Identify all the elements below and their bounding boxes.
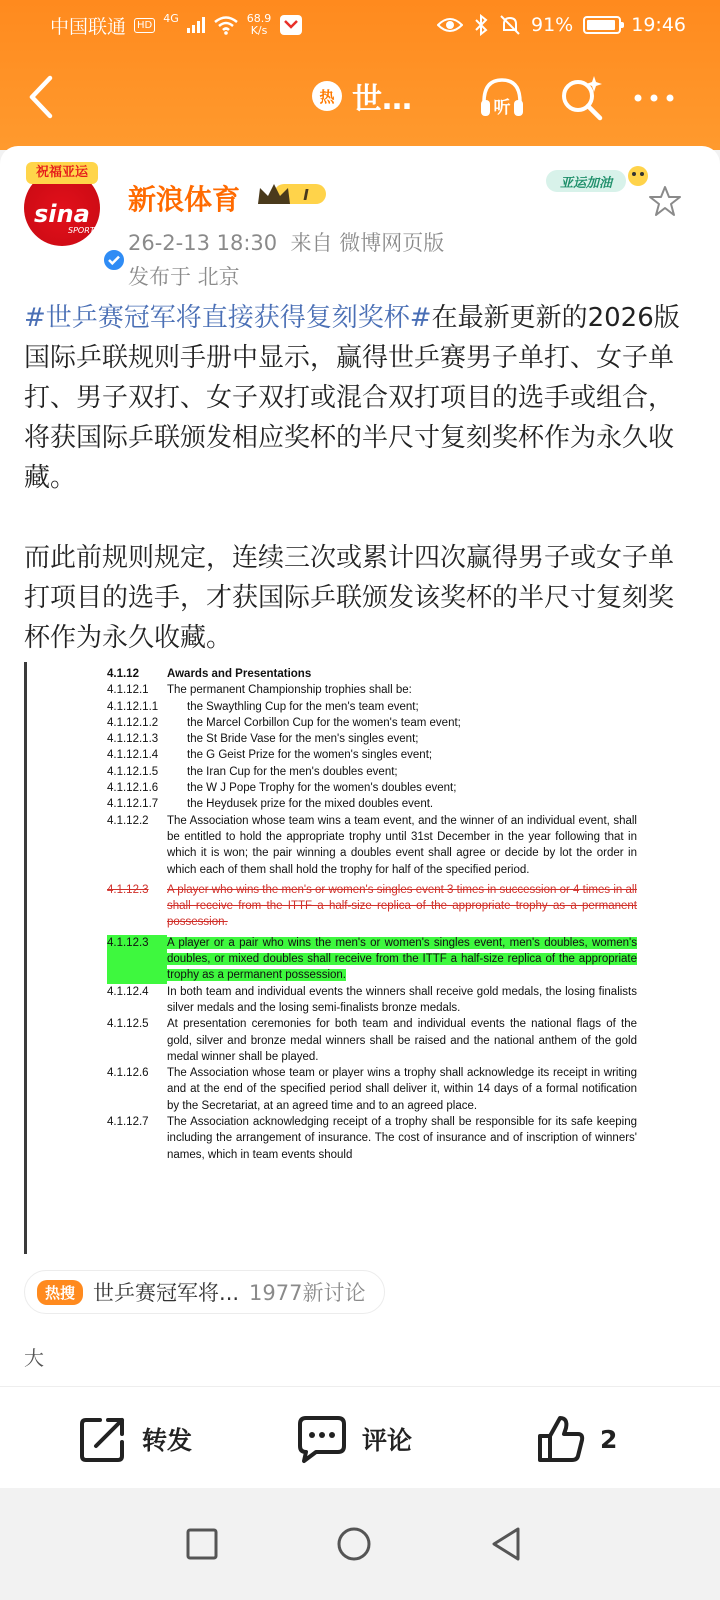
search-icon[interactable]	[556, 72, 608, 124]
doc-rule: 4.1.12.1 The permanent Championship trophies shall be:	[107, 684, 412, 697]
doc-rule: 4.1.12.6 The Association whose team or player wins a trophy shall acknowledge its receipt in writing and at the end of the specified period shall deliver it, within 14 days of a formal notification by the Secretariat, at an agreed time and to an agreed place.	[107, 1067, 637, 1112]
battery-percent: 91%	[531, 14, 574, 36]
carrier-label: 中国联通	[50, 15, 127, 38]
post-location: 发布于 北京	[128, 265, 240, 289]
doc-rule: 4.1.12.2 The Association whose team wins a team event, and the winner of an individual event, shall be entitled to hold the appropriate trophy until 31st December in the year following that in which it is won; the pair winning a doubles event shall agree or decide by lot the order in which each of them shall hold the trophy for half of the specified period.	[107, 814, 637, 876]
action-bar	[0, 1386, 720, 1488]
doc-trophy-row: 4.1.12.1.1 the Swaythling Cup for the men's team event;	[107, 700, 419, 713]
system-nav-bar	[0, 1488, 720, 1600]
nav-title-group[interactable]	[312, 74, 412, 118]
post-paragraph-1: #世乒赛冠军将直接获得复刻奖杯#在最新更新的2026版国际乒联规则手册中显示，赢得世乒赛男子单打、女子单打、男子双打、女子双打或混合双打项目的选手或组合，将获国际乒联颁发相应奖杯的半尺寸复刻奖杯作为永久收藏。	[24, 303, 680, 493]
repost-label: 转发	[142, 1426, 193, 1455]
nav-title: 世…	[352, 82, 412, 117]
verified-icon	[102, 248, 126, 272]
comment-icon	[296, 1414, 348, 1464]
favorite-star-icon[interactable]	[648, 184, 682, 218]
doc-trophy-row: 4.1.12.1.3 the St Bride Vase for the men's singles event;	[107, 733, 419, 746]
post-paragraph-2: 而此前规则规定，连续三次或累计四次赢得男子或女子单打项目的选手，才获国际乒联颁发该奖杯的半尺寸复刻奖杯作为永久收藏。	[24, 543, 675, 653]
battery-icon	[583, 16, 621, 34]
doc-rule: 4.1.12.5 At presentation ceremonies for both team and individual events the national flags of the gold, silver and bronze medal winners shall be raised and the national anthem of the gold medal winner shall be played.	[107, 1018, 637, 1063]
hot-badge-icon: 热	[312, 81, 342, 111]
avatar[interactable]	[24, 165, 100, 246]
hashtag-link[interactable]: #世乒赛冠军将直接获得复刻奖杯#	[24, 303, 432, 333]
like-icon	[536, 1414, 586, 1464]
like-count: 2	[600, 1424, 618, 1454]
signal-icon	[187, 17, 205, 33]
hot-search-pill: 热搜	[37, 1280, 83, 1305]
home-circle-icon[interactable]	[334, 1524, 374, 1564]
svg-text:亚运加油: 亚运加油	[559, 176, 613, 191]
doc-trophy-row: 4.1.12.1.6 the W J Pope Trophy for the women's doubles event;	[107, 782, 457, 795]
net-speed: 68.9 K/s	[246, 12, 272, 37]
hot-search-tag[interactable]	[24, 1270, 385, 1314]
repost-button[interactable]	[78, 1411, 192, 1467]
eye-icon	[437, 16, 463, 34]
more-icon[interactable]	[628, 72, 680, 124]
svg-text:I: I	[303, 186, 309, 204]
mute-bell-icon	[499, 14, 521, 36]
post-timestamp: 26-2-13 18:30	[128, 231, 278, 255]
doc-trophy-row: 4.1.12.1.5 the Iran Cup for the men's doubles event;	[107, 765, 398, 778]
doc-trophy-row: 4.1.12.1.7 the Heydusek prize for the mixed doubles event.	[107, 798, 434, 811]
comment-button[interactable]	[296, 1411, 412, 1467]
post-meta	[128, 226, 444, 294]
repost-icon	[78, 1414, 128, 1464]
post-body	[24, 298, 696, 698]
doc-rule: 4.1.12.4 In both team and individual events the winners shall receive gold medals, the losing finalists silver medals and the losing semi-finalists bronze medals.	[107, 985, 637, 1014]
hot-search-text: 世乒赛冠军将...	[93, 1281, 240, 1305]
hd-badge: HD	[134, 18, 155, 33]
back-triangle-icon[interactable]	[486, 1524, 526, 1564]
sina-logo: sina	[34, 200, 90, 228]
doc-rule-highlighted: 4.1.12.3 A player or a pair who wins the men's or women's singles event, men's doubles, women's doubles, or mixed doubles shall receive from the ITTF a half-size replica of the appropriate trophy as a permanent possession.	[107, 935, 637, 984]
recents-square-icon[interactable]	[182, 1524, 222, 1564]
truncated-text: 大	[24, 1346, 44, 1370]
asian-games-decoration	[546, 164, 656, 196]
app-notification-icon	[279, 13, 303, 37]
document-image[interactable]	[24, 662, 637, 1254]
post-source: 来自 微博网页版	[290, 231, 445, 255]
listen-icon[interactable]	[476, 72, 528, 124]
bluetooth-icon	[473, 14, 489, 36]
doc-rule: 4.1.12.7 The Association acknowledging receipt of a trophy shall be responsible for its safe keeping including the arrangement of insurance. The cost of insurance and of inscription of winners' names, which in team events should	[107, 1116, 637, 1161]
doc-trophy-row: 4.1.12.1.4 the G Geist Prize for the women's singles event;	[107, 749, 433, 762]
back-icon[interactable]	[22, 72, 62, 122]
nav-bar	[0, 58, 720, 138]
doc-rule-deleted: 4.1.12.3 A player who wins the men's or women's singles event 3 times in succession or 4 times in all shall receive from the ITTF a half-size replica of the appropriate trophy as a permanent possession.	[107, 883, 637, 929]
hot-search-count: 1977新讨论	[249, 1281, 366, 1305]
post-card	[0, 146, 720, 1386]
top-bar	[0, 0, 720, 150]
like-button[interactable]	[536, 1411, 617, 1467]
comment-label: 评论	[362, 1426, 413, 1455]
avatar-banner: 祝福亚运	[26, 162, 98, 184]
network-label: 4G	[163, 11, 179, 25]
wifi-icon	[213, 15, 239, 35]
status-bar	[50, 8, 686, 42]
author-name[interactable]: 新浪体育	[128, 183, 241, 216]
svg-text:听: 听	[493, 98, 511, 118]
sport-label: SPORT	[68, 226, 95, 235]
clock: 19:46	[631, 14, 686, 36]
vip-crown-icon[interactable]	[256, 180, 328, 208]
doc-heading: 4.1.12 Awards and Presentations	[107, 668, 312, 680]
doc-trophy-row: 4.1.12.1.2 the Marcel Corbillon Cup for the women's team event;	[107, 716, 461, 729]
